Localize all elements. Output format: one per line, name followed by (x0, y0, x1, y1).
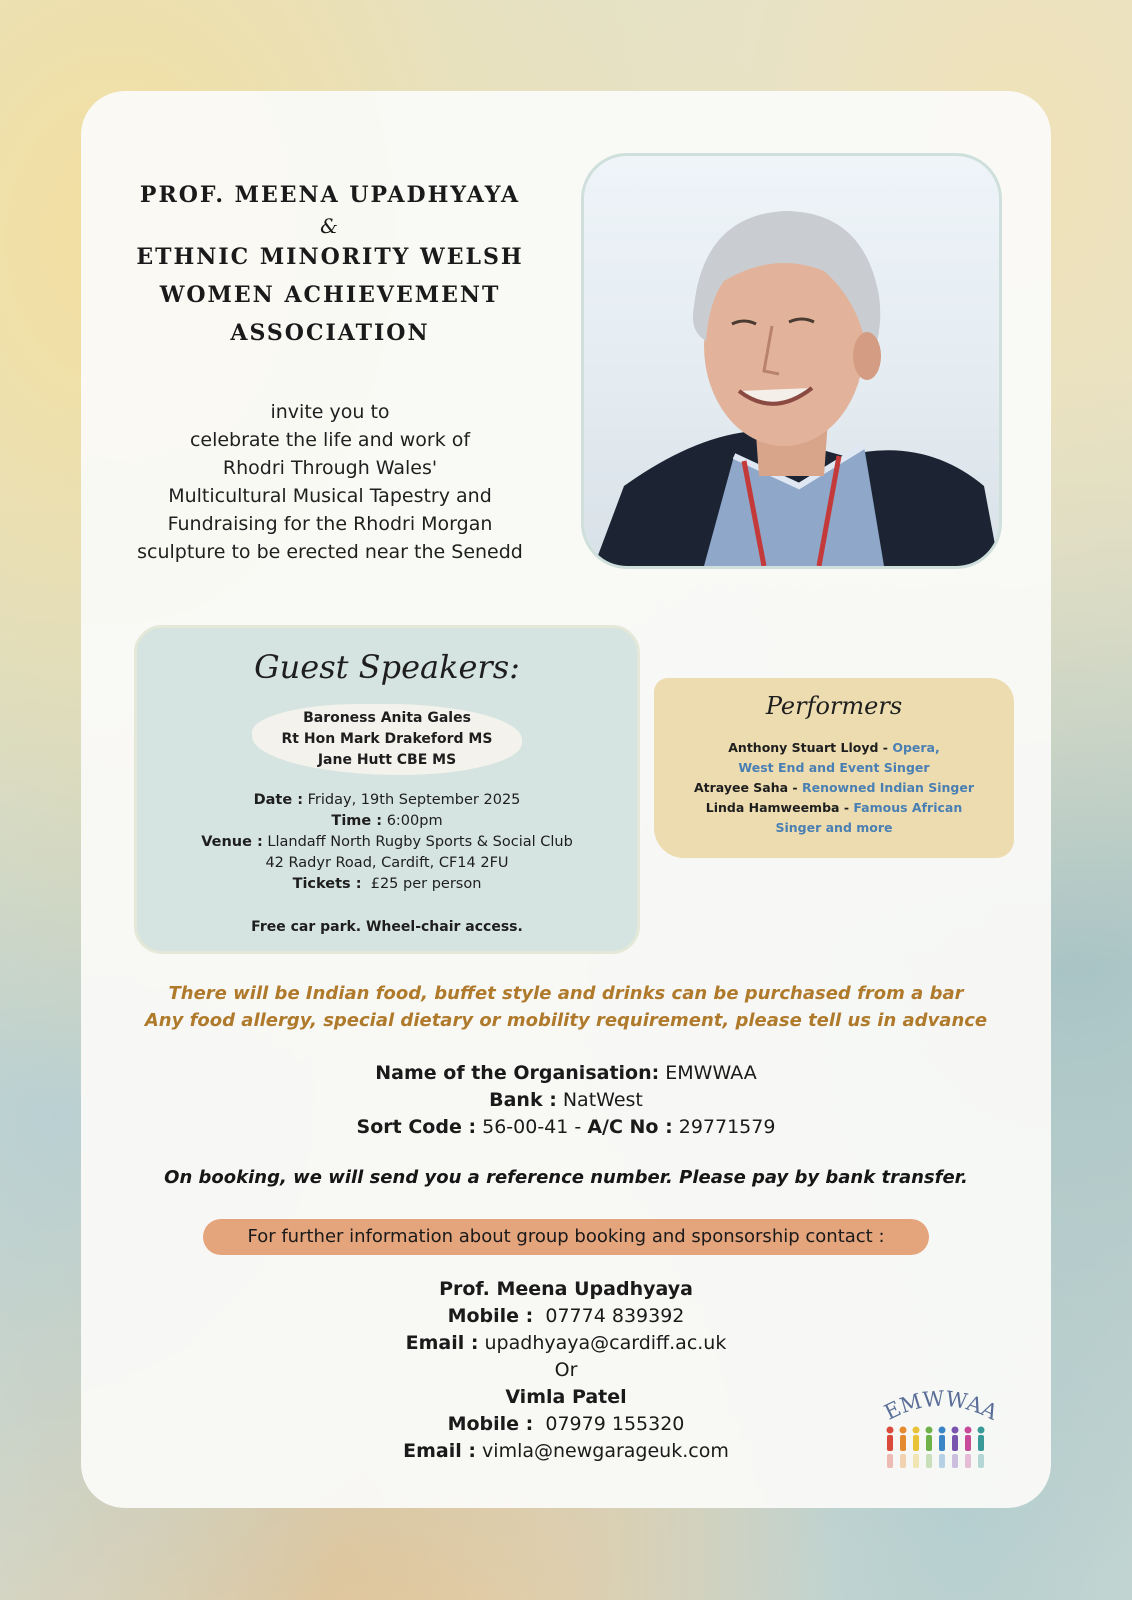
guest-speakers-panel (134, 625, 640, 954)
event-details (137, 790, 637, 895)
logo-figure (939, 1454, 945, 1468)
organisation-name: Name of the Organisation: EMWWAA (375, 1062, 757, 1084)
speaker-names (252, 704, 522, 775)
logo-figure (887, 1427, 894, 1434)
logo-figure (887, 1435, 893, 1451)
contact-mobile: Mobile : 07979 155320 (447, 1413, 685, 1435)
guest-speakers-heading: Guest Speakers: (254, 648, 520, 686)
logo-figure (913, 1435, 919, 1451)
performers-heading: Performers (765, 692, 903, 720)
logo-figure (978, 1454, 984, 1468)
or-separator: Or (554, 1359, 578, 1381)
logo-icon (876, 1380, 1006, 1480)
event-address: 42 Radyr Road, Cardift, CF14 2FU (265, 855, 509, 871)
event-venue: Venue : Llandaff North Rugby Sports & Social Club (201, 834, 573, 850)
contact-name: Vimla Patel (505, 1386, 627, 1408)
contact-mobile: Mobile : 07774 839392 (447, 1305, 685, 1327)
emwwaa-logo (876, 1380, 1006, 1480)
contact-email: Email : vimla@newgarageuk.com (403, 1440, 729, 1462)
portrait-photo-icon (584, 156, 999, 566)
logo-figure (978, 1427, 985, 1434)
logo-figure (926, 1454, 932, 1468)
contact-banner: For further information about group booking and sponsorship contact : (203, 1219, 929, 1255)
logo-figure (926, 1435, 932, 1451)
logo-figure (900, 1427, 907, 1434)
food-notice: There will be Indian food, buffet style and drinks can be purchased from a bar Any food allergy, special dietary or mobility requirement, please tell us in advance (144, 983, 988, 1031)
logo-figure (965, 1435, 971, 1451)
logo-figure (952, 1435, 958, 1451)
logo-figure (952, 1454, 958, 1468)
contact-name: Prof. Meena Upadhyaya (439, 1278, 693, 1300)
logo-figure (952, 1427, 959, 1434)
performer-item: Linda Hamweemba - Famous African (705, 800, 963, 815)
invite-text: invite you to celebrate the life and work of Rhodri Through Wales' Multicultural Musical Tapestry and Fundraising for the Rhodri Morgan sculpture to be erected near the Senedd (137, 401, 523, 563)
portrait-photo (581, 153, 1002, 569)
booking-note: On booking, we will send you a reference number. Please pay by bank transfer. (164, 1167, 968, 1188)
logo-figure (978, 1435, 984, 1451)
logo-figure (965, 1454, 971, 1468)
bank-details (81, 1060, 1051, 1141)
performer-item: Atrayee Saha - Renowned Indian Singer (693, 780, 975, 795)
logo-figure (887, 1454, 893, 1468)
event-tickets: Tickets : £25 per person (292, 876, 482, 892)
account-details: Sort Code : 56-00-41 - A/C No : 29771579 (356, 1116, 776, 1138)
performers-panel (654, 678, 1014, 858)
speaker-name: Rt Hon Mark Drakeford MS (281, 731, 493, 747)
speaker-name: Baroness Anita Gales (303, 710, 471, 726)
logo-figure (913, 1427, 920, 1434)
logo-figure (939, 1427, 946, 1434)
speaker-name: Jane Hutt CBE MS (317, 752, 457, 768)
logo-figure (900, 1435, 906, 1451)
contact-email: Email : upadhyaya@cardiff.ac.uk (405, 1332, 727, 1354)
logo-figure (939, 1435, 945, 1451)
access-info: Free car park. Wheel-chair access. (251, 919, 523, 935)
logo-figure (926, 1427, 933, 1434)
event-date: Date : Friday, 19th September 2025 (253, 792, 521, 808)
performer-desc: West End and Event Singer (738, 760, 930, 775)
logo-figure (913, 1454, 919, 1468)
event-time: Time : 6:00pm (331, 813, 443, 829)
logo-figure (965, 1427, 972, 1434)
performers-list (654, 738, 1014, 838)
organisers-title: PROF. MEENA UPADHYAYA & ETHNIC MINORITY WELSH WOMEN ACHIEVEMENT ASSOCIATION (136, 182, 524, 346)
svg-text:EMWWAA: EMWWAA (880, 1386, 1002, 1425)
logo-figure (900, 1454, 906, 1468)
performer-desc: Singer and more (775, 820, 893, 835)
performer-item: Anthony Stuart Lloyd - Opera, (728, 740, 940, 755)
bank-name: Bank : NatWest (489, 1089, 643, 1111)
